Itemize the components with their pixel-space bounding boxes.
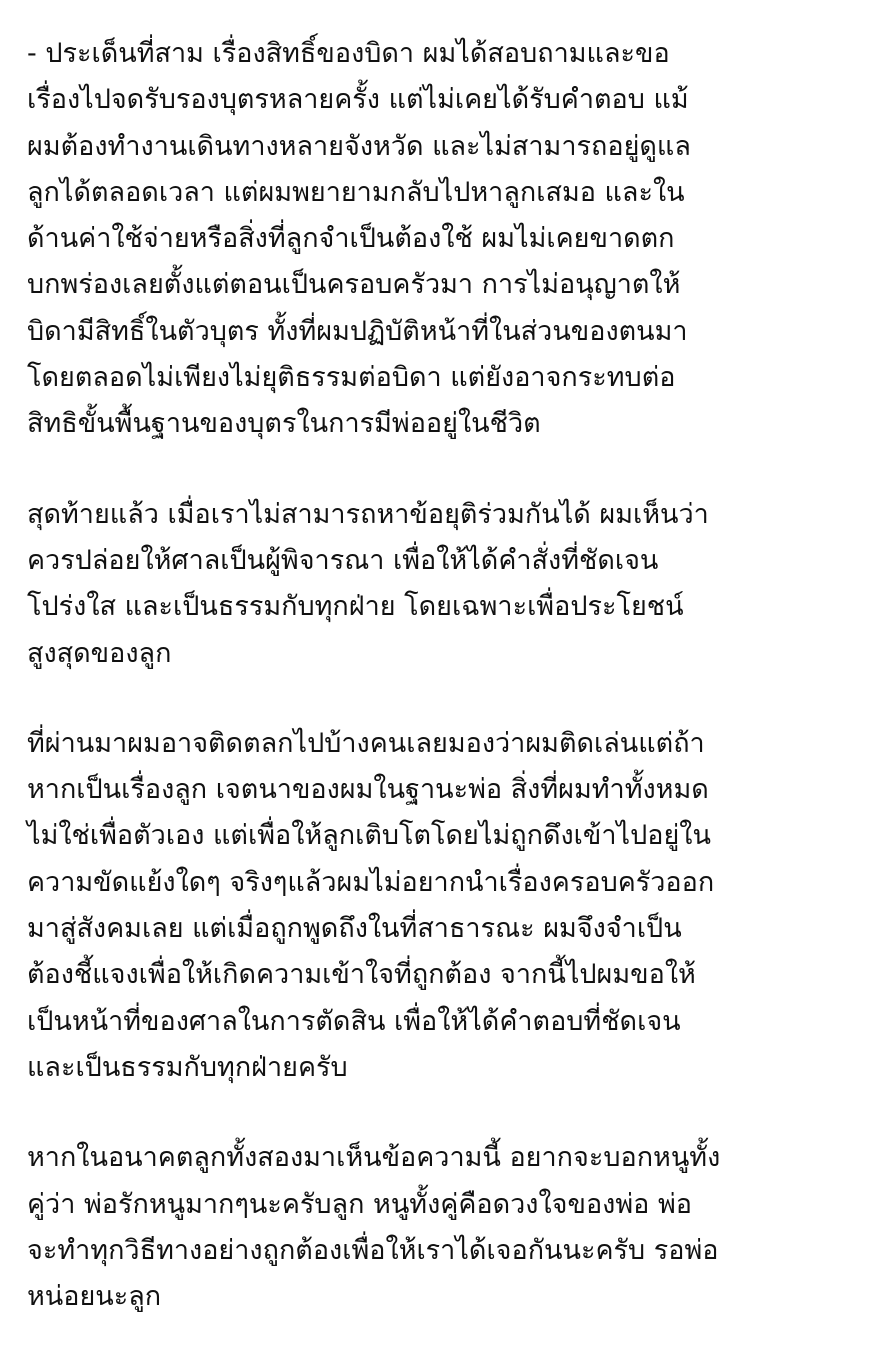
text-line: หากเป็นเรื่องลูก เจตนาของผมในฐานะพ่อ สิ่งที่ผมทำทั้งหมด	[27, 774, 709, 806]
paragraph-fathers-rights	[27, 31, 857, 448]
text-line: โดยตลอดไม่เพียงไม่ยุติธรรมต่อบิดา แต่ยังอาจกระทบต่อ	[27, 362, 676, 394]
text-line: ผมต้องทำงานเดินทางหลายจังหวัด และไม่สามารถอยู่ดูแล	[27, 130, 691, 162]
text-line: คู่ว่า พ่อรักหนูมากๆนะครับลูก หนูทั้งคู่คือดวงใจของพ่อ พ่อ	[27, 1188, 692, 1220]
text-line: สูงสุดของลูก	[27, 637, 172, 669]
text-line: สิทธิขั้นพื้นฐานของบุตรในการมีพ่ออยู่ในชีวิต	[27, 408, 541, 440]
document-body	[27, 31, 857, 1364]
text-line: เป็นหน้าที่ของศาลในการตัดสิน เพื่อให้ได้คำตอบที่ชัดเจน	[27, 1005, 681, 1037]
text-line: - ประเด็นที่สาม เรื่องสิทธิ์ของบิดา ผมได้สอบถามและขอ	[27, 38, 670, 69]
text-line: จะทำทุกวิธีทางอย่างถูกต้องเพื่อให้เราได้เจอกันนะครับ รอพ่อ	[27, 1234, 719, 1266]
text-line: บิดามีสิทธิ์ในตัวบุตร ทั้งที่ผมปฏิบัติหน้าที่ในส่วนของตนมา	[27, 315, 688, 347]
text-line: สุดท้ายแล้ว เมื่อเราไม่สามารถหาข้อยุติร่วมกันได้ ผมเห็นว่า	[27, 498, 709, 530]
text-line: หน่อยนะลูก	[27, 1281, 162, 1313]
text-line: ควรปล่อยให้ศาลเป็นผู้พิจารณา เพื่อให้ได้คำสั่งที่ชัดเจน	[27, 544, 659, 576]
text-line: มาสู่สังคมเลย แต่เมื่อถูกพูดถึงในที่สาธารณะ ผมจึงจำเป็น	[27, 913, 682, 945]
text-line: ความขัดแย้งใดๆ จริงๆแล้วผมไม่อยากนำเรื่องครอบครัวออก	[27, 866, 715, 898]
text-line: เรื่องไปจดรับรองบุตรหลายครั้ง แต่ไม่เคยได้รับคำตอบ แม้	[27, 84, 689, 116]
paragraph-intentions	[27, 721, 857, 1091]
text-line: โปร่งใส และเป็นธรรมกับทุกฝ่าย โดยเฉพาะเพื่อประโยชน์	[27, 591, 684, 623]
paragraph-court-decision	[27, 492, 857, 677]
text-line: ด้านค่าใช้จ่ายหรือสิ่งที่ลูกจำเป็นต้องใช้ ผมไม่เคยขาดตก	[27, 223, 675, 255]
text-line: และเป็นธรรมกับทุกฝ่ายครับ	[27, 1051, 348, 1083]
text-line: ต้องชี้แจงเพื่อให้เกิดความเข้าใจที่ถูกต้อง จากนี้ไปผมขอให้	[27, 959, 696, 991]
text-line: ที่ผ่านมาผมอาจติดตลกไปบ้างคนเลยมองว่าผมติดเล่นแต่ถ้า	[27, 727, 705, 759]
text-line: ลูกได้ตลอดเวลา แต่ผมพยายามกลับไปหาลูกเสมอ และใน	[27, 176, 685, 208]
paragraph-message-to-children	[27, 1135, 857, 1320]
text-line: ไม่ใช่เพื่อตัวเอง แต่เพื่อให้ลูกเติบโตโดยไม่ถูกดึงเข้าไปอยู่ใน	[27, 820, 711, 852]
text-line: บกพร่องเลยตั้งแต่ตอนเป็นครอบครัวมา การไม่อนุญาตให้	[27, 269, 681, 301]
text-line: หากในอนาคตลูกทั้งสองมาเห็นข้อความนี้ อยากจะบอกหนูทั้ง	[27, 1142, 721, 1174]
